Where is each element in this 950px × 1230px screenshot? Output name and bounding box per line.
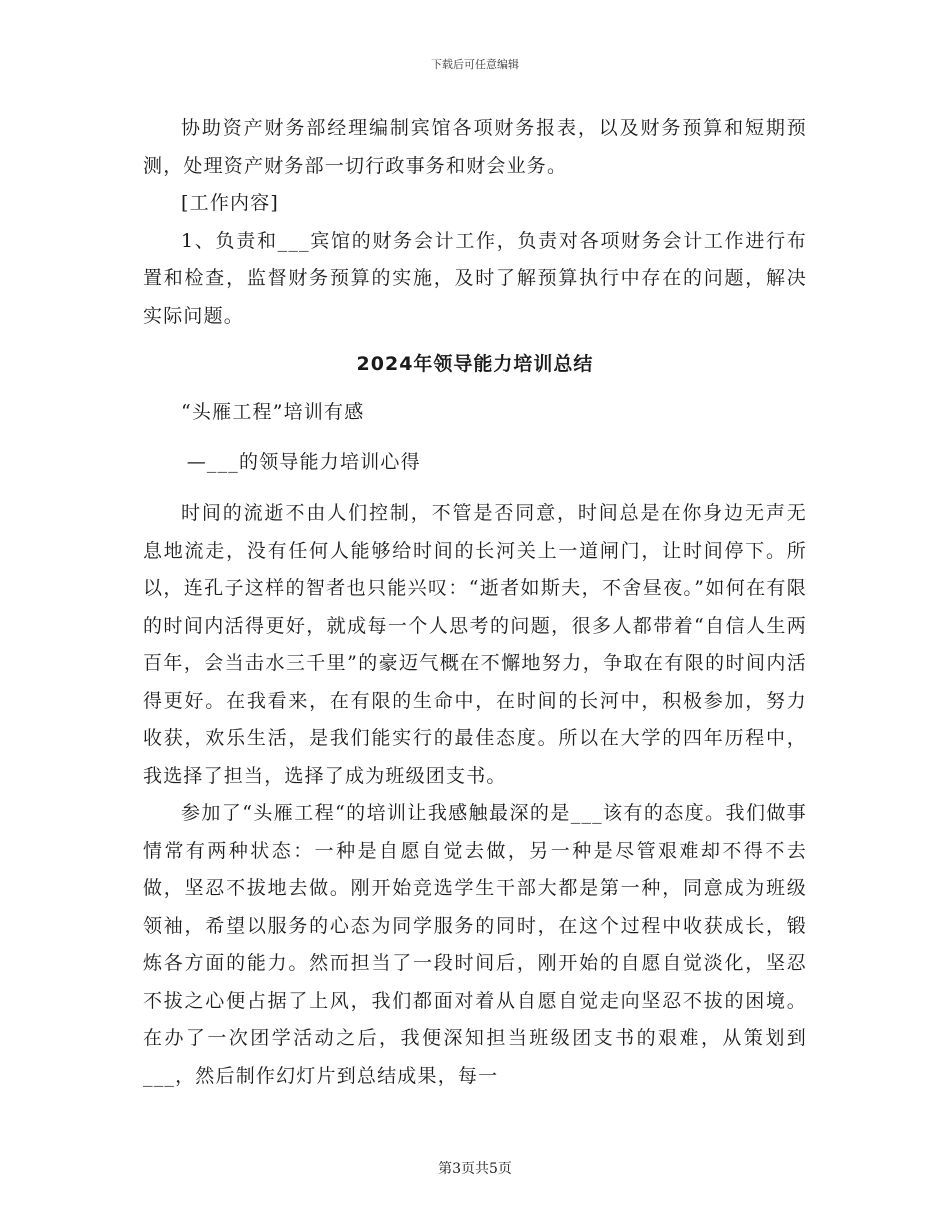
subtitle-byline: —___的领导能力培训心得 [186, 450, 421, 473]
document-title: 2024年领导能力培训总结 [356, 353, 594, 375]
body-paragraph-2: 参加了“头雁工程“的培训让我感触最深的是___该有的态度。我们做事情常有两种状态：一种是自愿自觉去做，另一种是尽管艰难却不得不去做，坚忍不拔地去做。刚开始竞选学生干部大都是第一种，同意成为班级领袖，希望以服务的心态为同学服务的同时，在这个过程中收获成长，锻炼各方面的能力。然而担当了一段时间后，刚开始的自愿自觉淡化，坚忍不拔之心便占据了上风，我们都面对着从自愿自觉走向坚忍不拔的困境。在办了一次团学活动之后，我便深知担当班级团支书的艰难，从策划到___，然后制作幻灯片到总结成果，每一 [143, 802, 807, 1087]
header-note: 下载后可任意编辑 [431, 58, 519, 71]
section-heading-work-content: [工作内容] [181, 192, 280, 214]
body-paragraph-1: 时间的流逝不由人们控制，不管是否同意，时间总是在你身边无声无息地流走，没有任何人能够给时间的长河关上一道闸门，让时间停下。所以，连孔子这样的智者也只能兴叹：“逝者如斯夫，不舍昼夜。”如何在有限的时间内活得更好，就成每一个人思考的问题，很多人都带着“自信人生两百年，会当击水三千里”的豪迈气概在不懈地努力，争取在有限的时间内活得更好。在我看来，在有限的生命中，在时间的长河中，积极参加，努力收获，欢乐生活，是我们能实行的最佳态度。所以在大学的四年历程中，我选择了担当，选择了成为班级团支书。 [143, 502, 807, 787]
paragraph-responsibility: 协助资产财务部经理编制宾馆各项财务报表，以及财务预算和短期预测，处理资产财务部一切行政事务和财会业务。 [143, 117, 807, 177]
page-number: 第3页共5页 [438, 1161, 512, 1177]
document-body [143, 110, 807, 1095]
subtitle: “头雁工程”培训有感 [181, 401, 365, 423]
paragraph-item-1: 1、负责和___宾馆的财务会计工作，负责对各项财务会计工作进行布置和检查，监督财务预算的实施，及时了解预算执行中存在的问题，解决实际问题。 [143, 229, 807, 327]
